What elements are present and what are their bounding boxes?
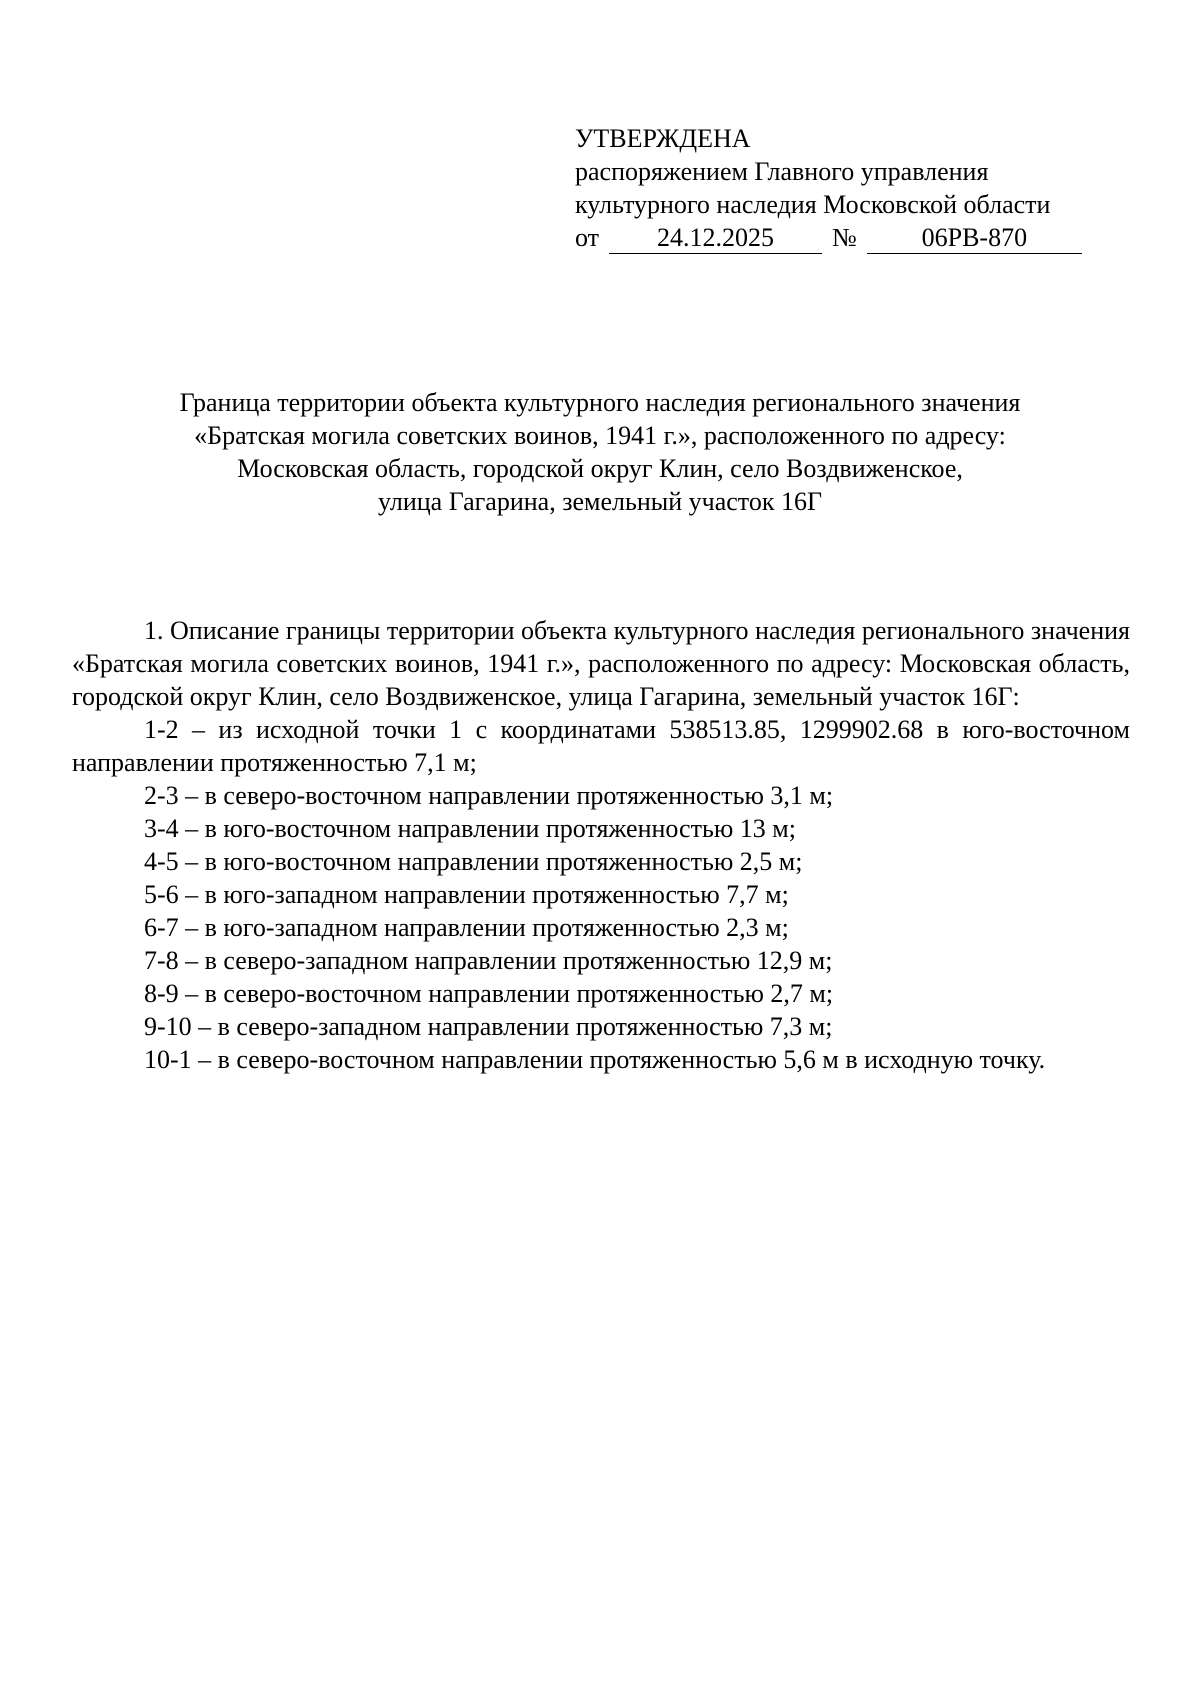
approval-date: 24.12.2025 [609,223,822,254]
boundary-description-intro: 1. Описание границы территории объекта культурного наследия регионального значения «Братская могила советских воинов, 1941 г.», расположенного по адресу: Московская область, городской округ Клин, село Воздвиженское, улица Гагарина, земельный участок 16Г: [72,616,1130,711]
boundary-segment: 7-8 – в северо-западном направлении протяженностью 12,9 м; [144,946,833,975]
approval-issuer-line-2: культурного наследия Московской области [575,190,1051,219]
approval-number: 06РВ-870 [867,223,1082,254]
document-title [80,386,1120,518]
boundary-segment: 5-6 – в юго-западном направлении протяженностью 7,7 м; [144,880,789,909]
approval-status: УТВЕРЖДЕНА [575,124,751,153]
boundary-segment: 3-4 – в юго-восточном направлении протяженностью 13 м; [144,814,796,843]
approval-issuer-line-1: распоряжением Главного управления [575,157,989,186]
boundary-segment: 10-1 – в северо-восточном направлении протяженностью 5,6 м в исходную точку. [144,1045,1046,1074]
boundary-segment: 8-9 – в северо-восточном направлении протяженностью 2,7 м; [144,979,834,1008]
approval-number-label: № [832,223,857,252]
boundary-segment: 2-3 – в северо-восточном направлении протяженностью 3,1 м; [144,781,834,810]
document-body [72,614,1130,1076]
title-line-3: Московская область, городской округ Клин, село Воздвиженское, [237,454,963,483]
boundary-segment: 4-5 – в юго-восточном направлении протяженностью 2,5 м; [144,847,803,876]
boundary-segment: 6-7 – в юго-западном направлении протяженностью 2,3 м; [144,913,789,942]
title-line-4: улица Гагарина, земельный участок 16Г [378,487,822,516]
boundary-segment: 9-10 – в северо-западном направлении протяженностью 7,3 м; [144,1012,833,1041]
boundary-segment: 1-2 – из исходной точки 1 с координатами 538513.85, 1299902.68 в юго-восточном направлении протяженностью 7,1 м; [72,715,1130,777]
approval-date-number-line [575,221,1095,254]
approval-stamp-block [575,122,1095,254]
title-line-2: «Братская могила советских воинов, 1941 г.», расположенного по адресу: [194,421,1006,450]
approval-from-label: от [575,223,600,252]
title-line-1: Граница территории объекта культурного наследия регионального значения [179,388,1021,417]
